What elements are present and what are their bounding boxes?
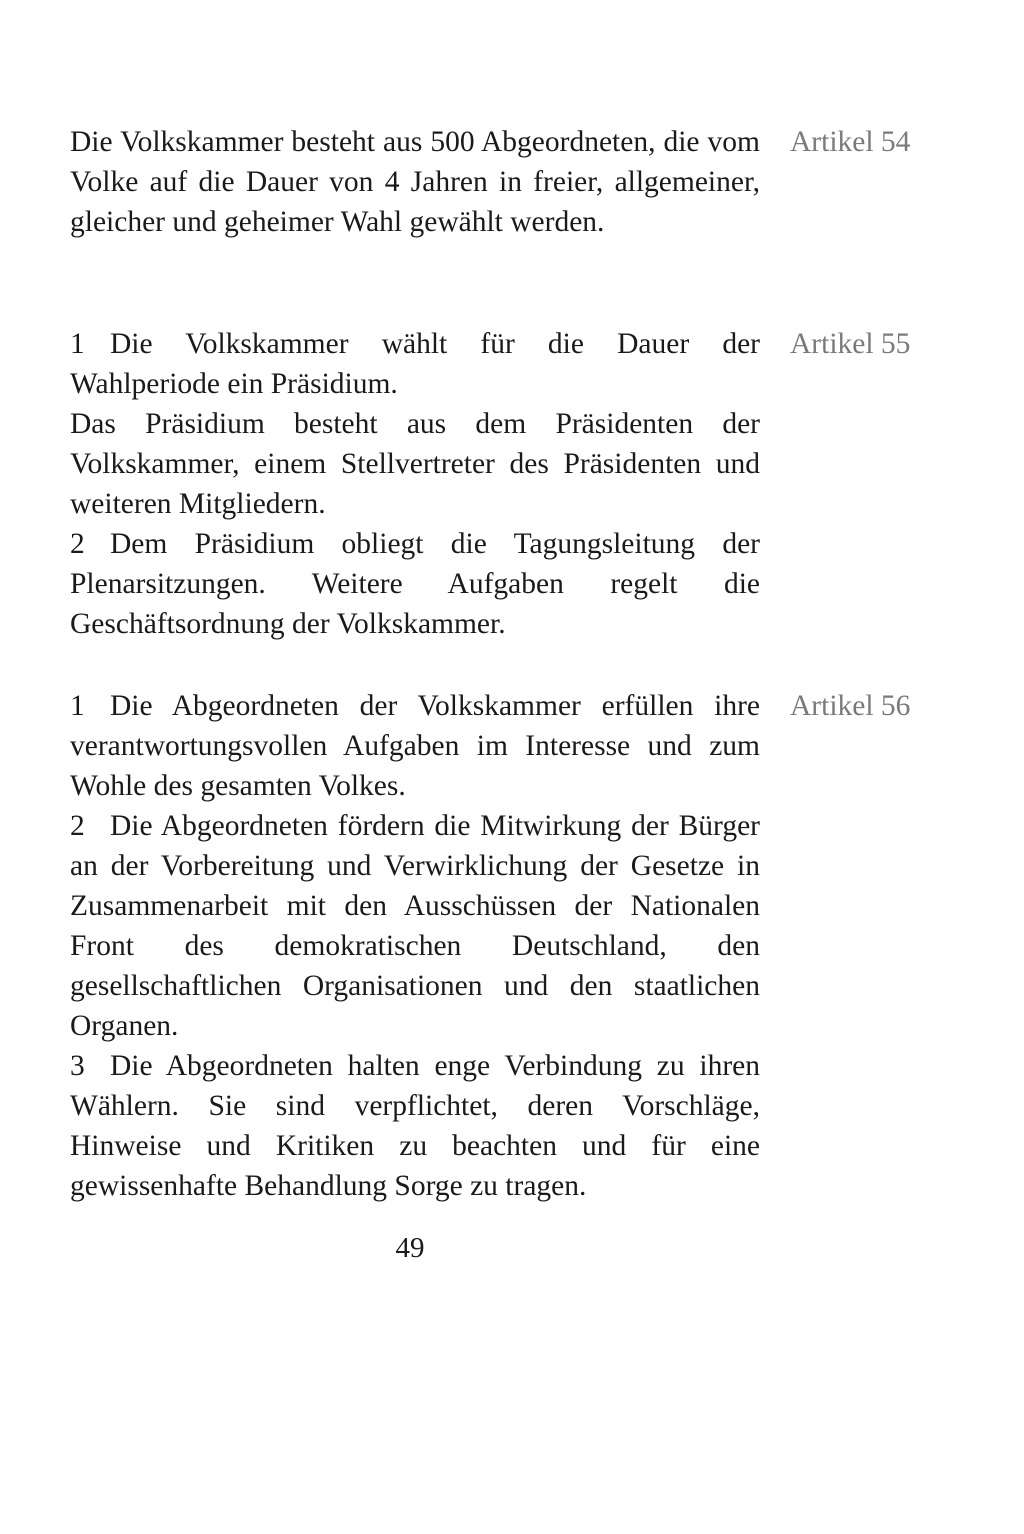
article-label-54: Artikel 54 (790, 126, 911, 158)
paragraph-text: Die Volkskammer wählt für die Dauer der Wahlperiode ein Präsidium. (70, 328, 760, 400)
article-56-paragraph-1 (70, 686, 760, 806)
paragraph-text: Dem Präsidium obliegt die Tagungsleitung der Plenarsitzungen. Weitere Aufgaben regelt die Geschäftsordnung der Volkskammer. (70, 528, 760, 640)
article-55-paragraph-1-continued (70, 404, 760, 524)
paragraph-number: 1 (70, 328, 85, 360)
article-56-paragraph-2 (70, 806, 760, 1046)
article-55-paragraph-1 (70, 324, 760, 404)
article-55-body (70, 324, 760, 644)
paragraph-text: Das Präsidium besteht aus dem Präsidenten der Volkskammer, einem Stellvertreter des Präsidenten und weiteren Mitgliedern. (70, 408, 760, 520)
paragraph-number: 2 (70, 810, 85, 842)
article-label-56: Artikel 56 (790, 690, 911, 722)
article-55-paragraph-2 (70, 524, 760, 644)
article-54-body (70, 122, 760, 242)
paragraph-text: Die Abgeordneten halten enge Verbindung zu ihren Wählern. Sie sind verpflichtet, deren Vorschläge, Hinweise und Kritiken zu beachten und für eine gewissenhafte Behandlung Sorge zu tragen. (70, 1050, 760, 1202)
paragraph-text: Die Volkskammer besteht aus 500 Abgeordneten, die vom Volke auf die Dauer von 4 Jahren in freier, allgemeiner, gleicher und geheimer Wahl gewählt werden. (70, 126, 760, 238)
page-number: 49 (395, 1232, 425, 1264)
article-label-55: Artikel 55 (790, 328, 911, 360)
paragraph-text: Die Abgeordneten fördern die Mitwirkung der Bürger an der Vorbereitung und Verwirklichung der Gesetze in Zusammenarbeit mit den Ausschüssen der Nationalen Front des demokratischen Deutschland, den gesellschaftlichen Organisationen und den staatlichen Organen. (70, 810, 760, 1042)
paragraph-number: 3 (70, 1050, 85, 1082)
article-56-paragraph-3 (70, 1046, 760, 1206)
paragraph-number: 1 (70, 690, 85, 722)
paragraph-text: Die Abgeordneten der Volkskammer erfüllen ihre verantwortungsvollen Aufgaben im Interesse und zum Wohle des gesamten Volkes. (70, 690, 760, 802)
article-56-body (70, 686, 760, 1206)
article-54-paragraph (70, 122, 760, 242)
paragraph-number: 2 (70, 528, 85, 560)
